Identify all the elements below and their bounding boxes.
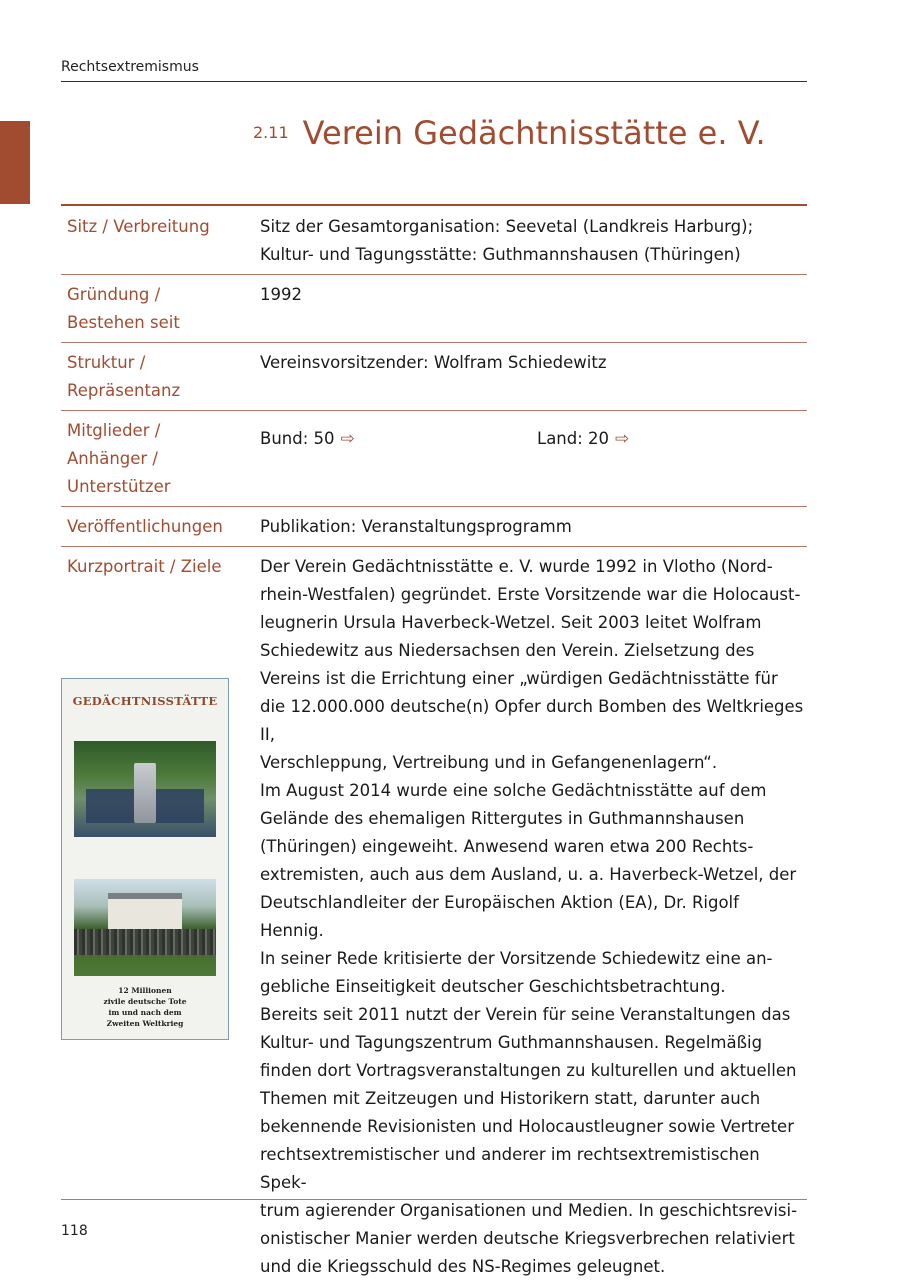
text-line: Themen mit Zeitzeugen und Historikern statt, darunter auch [260, 1089, 761, 1108]
label-line: Mitglieder / [67, 421, 161, 440]
flyer-image [61, 678, 229, 1040]
label-line: Struktur / [67, 353, 146, 372]
text-line: und die Kriegsschuld des NS-Regimes geleugnet. [260, 1257, 666, 1276]
label-line: Unterstützer [67, 477, 171, 496]
value-kurzportrait [260, 553, 807, 1276]
text-line: (Thüringen) eingeweiht. Anwesend waren etwa 200 Rechts- [260, 837, 754, 856]
text-line: onistischer Manier werden deutsche Kriegsverbrechen relativiert [260, 1229, 795, 1248]
label-gruendung [61, 281, 260, 342]
text-line: Gelände des ehemaligen Rittergutes in Guthmannshausen [260, 809, 745, 828]
value-gruendung: 1992 [260, 285, 302, 304]
value-line: Sitz der Gesamtorganisation: Seevetal (Landkreis Harburg); [260, 217, 754, 236]
row-struktur [61, 343, 807, 411]
row-sitz [61, 206, 807, 275]
text-line: rhein-Westfalen) gegründet. Erste Vorsitzende war die Holocaust- [260, 585, 801, 604]
land-count: Land: 20 [537, 429, 610, 448]
paragraph [260, 553, 807, 777]
label-kurzportrait: Kurzportrait / Ziele [67, 557, 222, 576]
text-line: leugnerin Ursula Haverbeck-Wetzel. Seit 2003 leitet Wolfram [260, 613, 762, 632]
flyer-caption-line: im und nach dem [108, 1008, 182, 1017]
section-heading [253, 114, 766, 152]
text-line: Bereits seit 2011 nutzt der Verein für seine Veranstaltungen das [260, 1005, 791, 1024]
text-line: Im August 2014 wurde eine solche Gedächtnisstätte auf dem [260, 781, 767, 800]
value-sitz [260, 213, 807, 274]
text-line: extremisten, auch aus dem Ausland, u. a. Haverbeck-Wetzel, der [260, 865, 797, 884]
value-struktur: Vereinsvorsitzender: Wolfram Schiedewitz [260, 353, 607, 372]
paragraph [260, 1001, 807, 1281]
text-line: Verschleppung, Vertreibung und in Gefangenenlagern“. [260, 753, 718, 772]
arrow-right-outline-icon: ⇨ [340, 429, 355, 449]
text-line: Vereins ist die Errichtung einer „würdigen Gedächtnisstätte für [260, 669, 778, 688]
text-line: trum agierender Organisationen und Medien. In geschichtsrevisi- [260, 1201, 798, 1220]
text-line: gebliche Einseitigkeit deutscher Geschichtsbetrachtung. [260, 977, 726, 996]
label-line: Anhänger / [67, 449, 158, 468]
manor-house [108, 893, 182, 929]
section-title: Verein Gedächtnisstätte e. V. [302, 114, 766, 152]
gathering-photo [74, 879, 216, 976]
paragraph [260, 777, 807, 1001]
text-line: Kultur- und Tagungszentrum Guthmannshausen. Regelmäßig [260, 1033, 763, 1052]
header-rule [61, 81, 807, 82]
label-struktur [61, 349, 260, 410]
memorial-photo [74, 741, 216, 837]
text-line: bekennende Revisionisten und Holocaustleugner sowie Vertreter [260, 1117, 794, 1136]
flyer-caption-line: 12 Millionen [118, 986, 172, 995]
row-mitglieder [61, 411, 807, 507]
flyer-caption-line: Zweiten Weltkrieg [106, 1019, 184, 1028]
flyer-heading: GEDÄCHTNISSTÄTTE [72, 694, 218, 708]
text-line: Schiedewitz aus Niedersachsen den Verein. Zielsetzung des [260, 641, 755, 660]
member-count-bund [260, 425, 537, 506]
text-line: finden dort Vortragsveranstaltungen zu kulturellen und aktuellen [260, 1061, 797, 1080]
text-line: Deutschlandleiter der Europäischen Aktion (EA), Dr. Rigolf Hennig. [260, 893, 739, 940]
text-line: Der Verein Gedächtnisstätte e. V. wurde 1992 in Vlotho (Nord- [260, 557, 773, 576]
flyer-caption-line: zivile deutsche Tote [103, 997, 187, 1006]
row-publikationen [61, 507, 807, 547]
flyer-caption [62, 985, 228, 1029]
running-head: Rechtsextremismus [61, 59, 199, 75]
page-number: 118 [61, 1223, 88, 1239]
label-line: Gründung / [67, 285, 161, 304]
crowd [74, 929, 216, 955]
member-count-land [537, 425, 629, 506]
arrow-right-outline-icon: ⇨ [615, 429, 630, 449]
text-line: In seiner Rede kritisierte der Vorsitzende Schiedewitz eine an- [260, 949, 773, 968]
bund-count: Bund: 50 [260, 429, 335, 448]
text-line: die 12.000.000 deutsche(n) Opfer durch Bomben des Weltkrieges II, [260, 697, 804, 744]
memorial-stone [134, 763, 156, 823]
value-line: Kultur- und Tagungsstätte: Guthmannshausen (Thüringen) [260, 245, 741, 264]
section-number: 2.11 [253, 123, 289, 142]
label-mitglieder [61, 417, 260, 506]
value-mitglieder [260, 417, 807, 506]
text-line: rechtsextremistischer und anderer im rechtsextremistischen Spek- [260, 1145, 760, 1192]
label-sitz: Sitz / Verbreitung [67, 217, 210, 236]
label-publikationen: Veröffentlichungen [67, 517, 223, 536]
value-publikationen: Publikation: Veranstaltungsprogramm [260, 517, 572, 536]
row-gruendung [61, 275, 807, 343]
label-line: Bestehen seit [67, 313, 180, 332]
chapter-side-tab [0, 121, 30, 204]
label-line: Repräsentanz [67, 381, 181, 400]
